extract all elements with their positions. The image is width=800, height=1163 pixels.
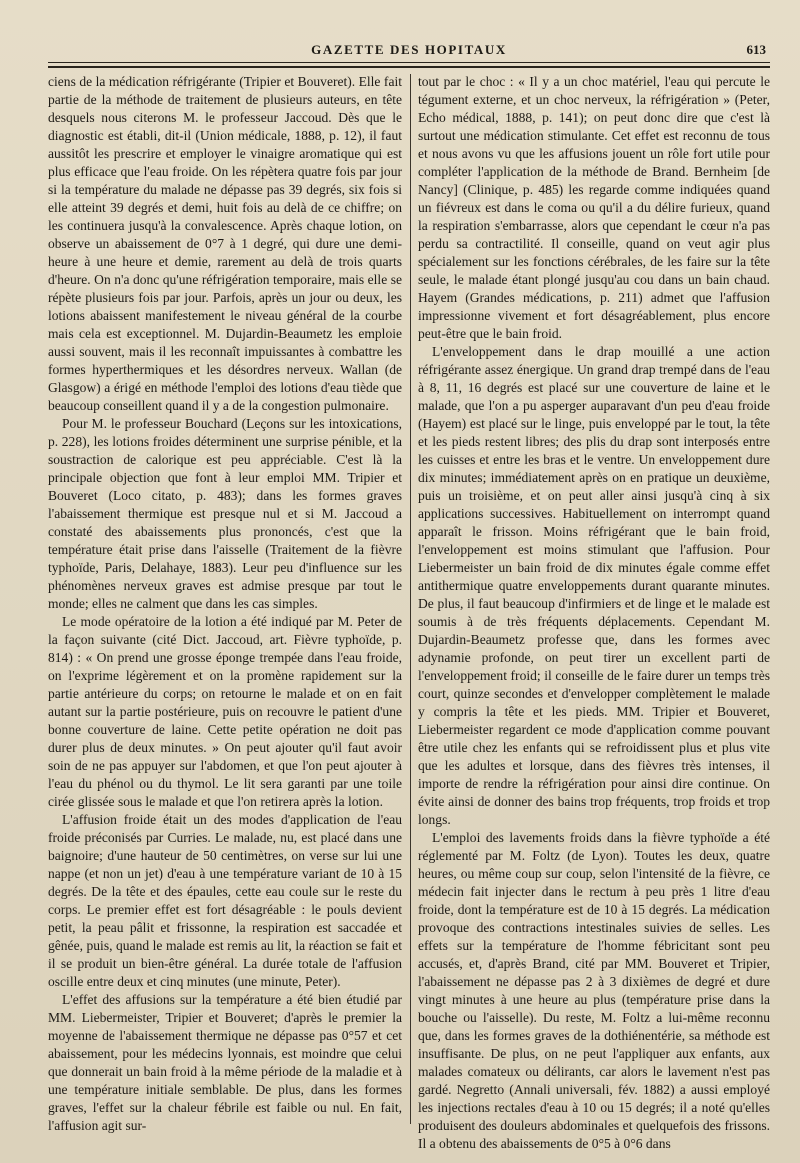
paragraph: L'affusion froide était un des modes d'application de l'eau froide préconisés par Curries. Le malade, nu, est placé dans une baignoire; d'une hauteur de 50 centimètres, on verse sur lui une nappe (et non un jet) d'eau à une température variant de 10 à 15 degrés. De la tête et des épaules, cette eau coule sur le reste du corps. Le premier effet est fort désagréable : le pouls devient petit, la peau pâlit et frissonne, la respiration est saccadée et gênée, puis, quand le malade est remis au lit, la réaction se fait et il se produit un bien-être général. La durée totale de l'affusion oscille entre deux et cinq minutes (une minute, Peter). [48,812,402,989]
paragraph: L'effet des affusions sur la température a été bien étudié par MM. Liebermeister, Tripier et Bouveret; d'après le premier la moyenne de l'abaissement thermique ne dépasse pas 0°57 et cet abaissement, pour les médecins lyonnais, est moindre que celui que donnerait un bain froid à la même période de la maladie et à une température initiale semblable. De plus, dans les formes graves, l'effet sur la chaleur fébrile est faible ou nul. En fait, l'affusion agit sur- [48,992,402,1133]
running-head [48,38,770,58]
paragraph: ciens de la médication réfrigérante (Tripier et Bouveret). Elle fait partie de la méthode de traitement de plusieurs auteurs, en tête desquels nous citerons M. le professeur Jaccoud. Dès que le diagnostic est établi, dit-il (Union médicale, 1888, p. 12), il faut aussitôt les prescrire et employer le vinaigre aromatique qui est plus efficace que l'eau froide. On les répètera quatre fois par jour si la température du malade ne dépasse pas 39 degrés, six fois si elle atteint 39 degrés et demi, huit fois au delà de ce chiffre; on les continuera jusqu'à la convalescence. Après chaque lotion, on observe un abaissement de 0°7 à 1 degré, qui dure une demi-heure à une heure et demie, rarement au delà de trois quarts d'heure. On n'a donc qu'une réfrigération temporaire, mais elle se répète plusieurs fois par jour. Parfois, après un jour ou deux, les lotions abaissent manifestement le niveau général de la courbe mais cela est exceptionnel. M. Dujardin-Beaumetz les emploie aussi souvent, mais il les reconnaît impuissantes à combattre les formes hyperthermiques et les désordres nerveux. Wallan (de Glasgow) a érigé en méthode l'emploi des lotions d'eau tiède que beaucoup conseillent quand il y a de la congestion pulmonaire. [48,74,402,413]
paragraph: Le mode opératoire de la lotion a été indiqué par M. Peter de la façon suivante (cité Dict. Jaccoud, art. Fièvre typhoïde, p. 814) : « On prend une grosse éponge trempée dans l'eau froide, on l'exprime légèrement et on la promène rapidement sur la partie antérieure du corps; on retourne le malade et on en fait autant sur la partie postérieure, puis on recouvre le patient d'une bonne couverture de laine. Cette petite opération ne doit pas durer plus de deux minutes. » On peut ajouter qu'il faut avoir soin de ne pas appuyer sur l'abdomen, et que l'on peut ajouter à l'eau du phénol ou du thymol. Le lit sera garanti par une toile cirée glissée sous le malade et que l'on retirera après la lotion. [48,614,402,809]
paragraph: tout par le choc : « Il y a un choc matériel, l'eau qui percute le tégument externe, et un choc nerveux, la réfrigération » (Peter, Echo médical, 1888, p. 141); on peut donc dire que c'est là surtout une médication stimulante. Cet effet est reconnu de tous et nous avons vu que les affusions jouent un rôle fort utile pour compléter l'application de la méthode de Brand. Bernheim [de Nancy] (Clinique, p. 485) les regarde comme indiquées quand un fiévreux est dans le coma ou qu'il a du délire furieux, quand la respiration s'embarrasse, alors que cependant le cœur n'a pas perdu sa contractilité. Il conseille, quand on veut agir plus spécialement sur les fonctions cérébrales, de les faire sur la tête seule, le malade étant plongé jusqu'au cou dans un bain chaud. Hayem (Grandes médications, p. 211) admet que l'affusion impressionne vivement et fort désagréablement, plus encore peut-être que le bain froid. [418,74,770,341]
column-divider [410,74,411,1124]
left-column [48,73,402,1135]
header-rule [48,62,770,63]
right-column [418,73,770,1153]
header-rule-double [48,66,770,68]
page-number: 613 [746,42,766,57]
paragraph: L'enveloppement dans le drap mouillé a une action réfrigérante assez énergique. Un grand drap trempé dans de l'eau à 8, 11, 16 degrés est placé sur une couverture de laine et le malade, que l'on a pu asperger auparavant d'un peu d'eau froide (Hayem) est placé sur le linge, puis enveloppé par le tout, la tête et les pieds restent libres; des plis du drap sont interposés entre les cuisses et entre les bras et le ventre. Un enveloppement dure dix minutes; immédiatement après on en pratique un deuxième, puis un troisième, et on peut aller ainsi jusqu'à cinq à six applications successives. Habituellement on interrompt quand apparaît le frisson. Moins réfrigérant que le bain froid, l'enveloppement est moins stimulant que l'affusion. Pour Liebermeister un bain froid de dix minutes égale comme effet antithermique quatre enveloppements durant quarante minutes. De plus, il faut beaucoup d'infirmiers et de linge et le malade est soumis à de très fréquents déplacements. Cependant M. Dujardin-Beaumetz professe que, dans les formes avec adynamie profonde, on peut tirer un excellent parti de l'enveloppement froid; il conseille de le faire durer un temps très court, quinze secondes et d'envelopper complètement le malade y compris la tête et les pieds. MM. Tripier et Bouveret, Liebermeister regardent ce mode d'application comme pouvant être utile chez les enfants qui se refroidissent plus et plus vite que les adultes et lorsque, dans des fièvres très intenses, il importe de rendre la réfrigération pour ainsi dire continue. On évite ainsi de donner des bains trop fréquents, trop froids et trop longs. [418,344,770,827]
paragraph: Pour M. le professeur Bouchard (Leçons sur les intoxications, p. 228), les lotions froides déterminent une surprise pénible, et la soustraction de calorique est peu appréciable. C'est là la principale objection que font à leur emploi MM. Tripier et Bouveret (Loco citato, p. 483); dans les formes graves l'abaissement thermique est presque nul et si M. Jaccoud a constaté des abaissements plus prononcés, c'est que la température était prise dans l'aisselle (Traitement de la fièvre typhoïde, Paris, Delahaye, 1883). Leur peu d'influence sur les phénomènes nerveux graves est admise presque par tout le monde; elles ne calment que dans les cas simples. [48,416,402,611]
paragraph: L'emploi des lavements froids dans la fièvre typhoïde a été réglementé par M. Foltz (de Lyon). Toutes les deux, quatre heures, ou même coup sur coup, selon l'intensité de la fièvre, ce médecin fait injecter dans le rectum à peu près 1 litre d'eau froide, dont la température est de 10 à 15 degrés. La médication provoque des contractions intestinales suivies de selles. Les effets sur la température de l'homme fébricitant sont peu accusés, et, d'après Brand, cité par MM. Bouveret et Tripier, l'abaissement ne dépasse pas 2 à 3 dixièmes de degré et dure vingt minutes à une heure au plus (température prise dans la bouche ou l'aisselle). Du reste, M. Foltz a lui-même reconnu que, dans les formes graves de la dothiénentérie, sa méthode est insuffisante. De plus, on ne peut l'appliquer aux enfants, aux malades comateux ou délirants, car alors le lavement n'est pas gardé. Negretto (Annali universali, fév. 1882) a aussi employé les injections rectales d'eau à 10 ou 15 degrés; il a noté qu'elles produisent des douleurs abdominales et quelquefois des frissons. Il a obtenu des abaissements de 0°5 à 0°6 dans [418,830,770,1151]
journal-title: GAZETTE DES HOPITAUX [311,42,507,57]
